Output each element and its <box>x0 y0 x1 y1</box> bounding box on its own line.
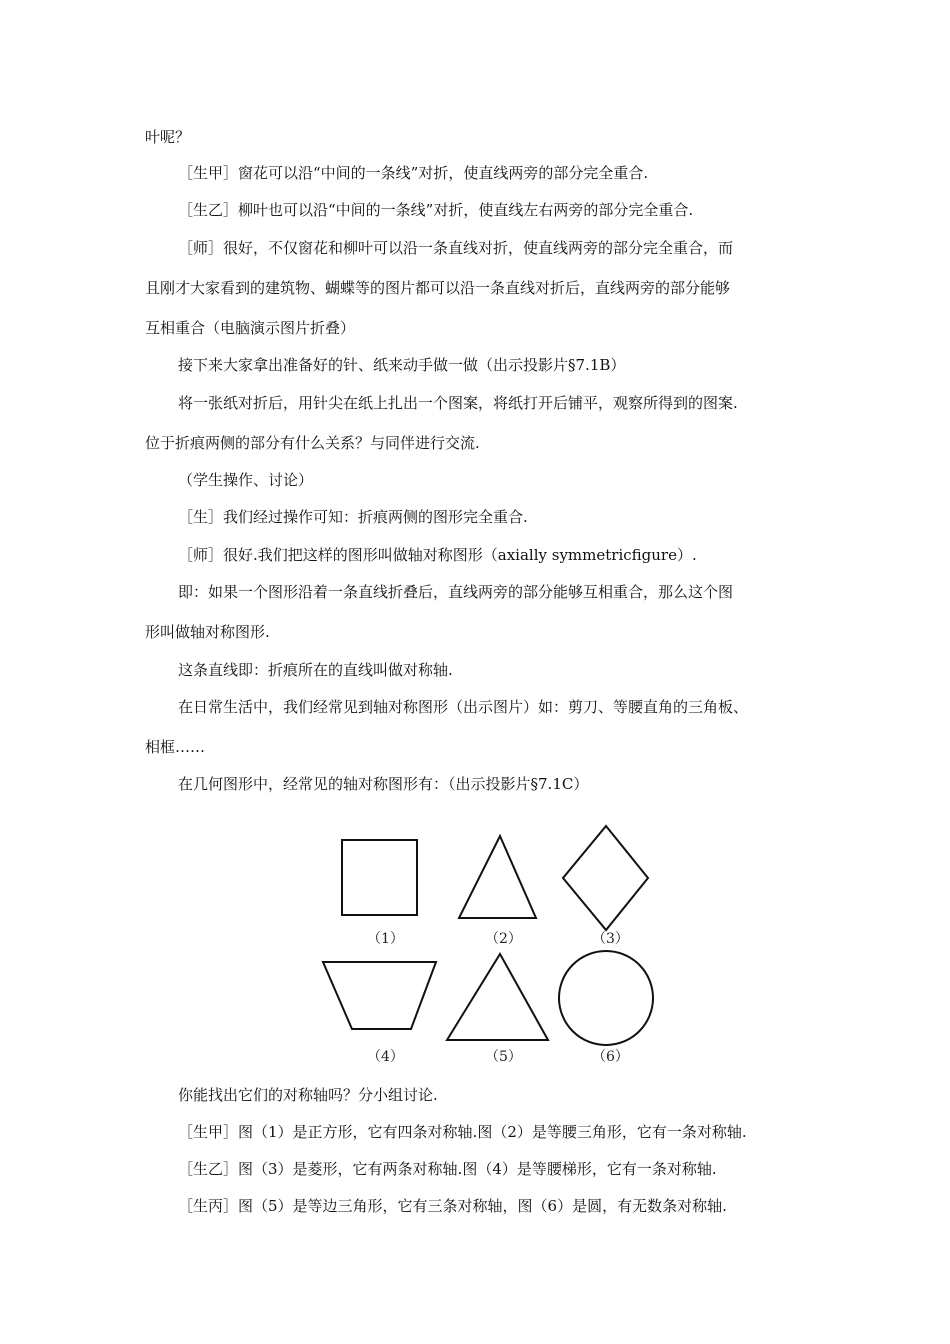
figure-caption: （4） <box>367 1049 404 1065</box>
paragraph: ［生甲］窗花可以沿“中间的一条线”对折，使直线两旁的部分完全重合. <box>178 164 649 182</box>
paragraph: ［师］很好.我们把这样的图形叫做轴对称图形（axially symmetricfigure）. <box>178 546 697 564</box>
paragraph: （学生操作、讨论） <box>178 471 314 489</box>
paragraph: ［生］我们经过操作可知：折痕两侧的图形完全重合. <box>178 508 528 526</box>
paragraph: 互相重合（电脑演示图片折叠） <box>145 319 356 337</box>
paragraph: 即：如果一个图形沿着一条直线折叠后，直线两旁的部分能够互相重合，那么这个图 <box>178 583 734 601</box>
paragraph: 你能找出它们的对称轴吗？分小组讨论. <box>178 1086 438 1104</box>
paragraph: ［师］很好，不仅窗花和柳叶可以沿一条直线对折，使直线两旁的部分完全重合，而 <box>178 239 734 257</box>
paragraph: 在日常生活中，我们经常见到轴对称图形（出示图片）如：剪刀、等腰直角的三角板、 <box>178 698 749 716</box>
rhombus-figure <box>563 826 648 930</box>
figure-caption: （2） <box>485 931 522 947</box>
equilateral-triangle-figure <box>447 954 548 1040</box>
isosceles-triangle-figure <box>459 836 536 918</box>
paragraph: 这条直线即：折痕所在的直线叫做对称轴. <box>178 661 453 679</box>
paragraph: ［生乙］柳叶也可以沿“中间的一条线”对折，使直线左右两旁的部分完全重合. <box>178 201 694 219</box>
paragraph: 接下来大家拿出准备好的针、纸来动手做一做（出示投影片§7.1B） <box>178 356 626 374</box>
figure-caption: （6） <box>592 1049 629 1065</box>
circle-figure <box>559 951 653 1045</box>
paragraph: ［生甲］图（1）是正方形，它有四条对称轴.图（2）是等腰三角形，它有一条对称轴. <box>178 1123 747 1141</box>
paragraph: 且刚才大家看到的建筑物、蝴蝶等的图片都可以沿一条直线对折后，直线两旁的部分能够 <box>145 279 731 297</box>
paragraph: 位于折痕两侧的部分有什么关系？与同伴进行交流. <box>145 434 480 452</box>
symmetric-figures <box>310 820 670 1070</box>
paragraph: 相框…… <box>145 738 206 756</box>
square-figure <box>342 840 417 915</box>
paragraph: 形叫做轴对称图形. <box>145 623 270 641</box>
paragraph: 将一张纸对折后，用针尖在纸上扎出一个图案，将纸打开后铺平，观察所得到的图案. <box>178 394 738 412</box>
paragraph: 在几何图形中，经常见的轴对称图形有：（出示投影片§7.1C） <box>178 775 589 793</box>
figure-caption: （5） <box>485 1049 522 1065</box>
paragraph: ［生乙］图（3）是菱形，它有两条对称轴.图（4）是等腰梯形，它有一条对称轴. <box>178 1160 717 1178</box>
figure-caption: （3） <box>592 931 629 947</box>
figure-caption: （1） <box>367 931 404 947</box>
paragraph: 叶呢？ <box>145 128 191 146</box>
isosceles-trapezoid-figure <box>323 962 436 1029</box>
paragraph: ［生丙］图（5）是等边三角形，它有三条对称轴，图（6）是圆，有无数条对称轴. <box>178 1197 727 1215</box>
